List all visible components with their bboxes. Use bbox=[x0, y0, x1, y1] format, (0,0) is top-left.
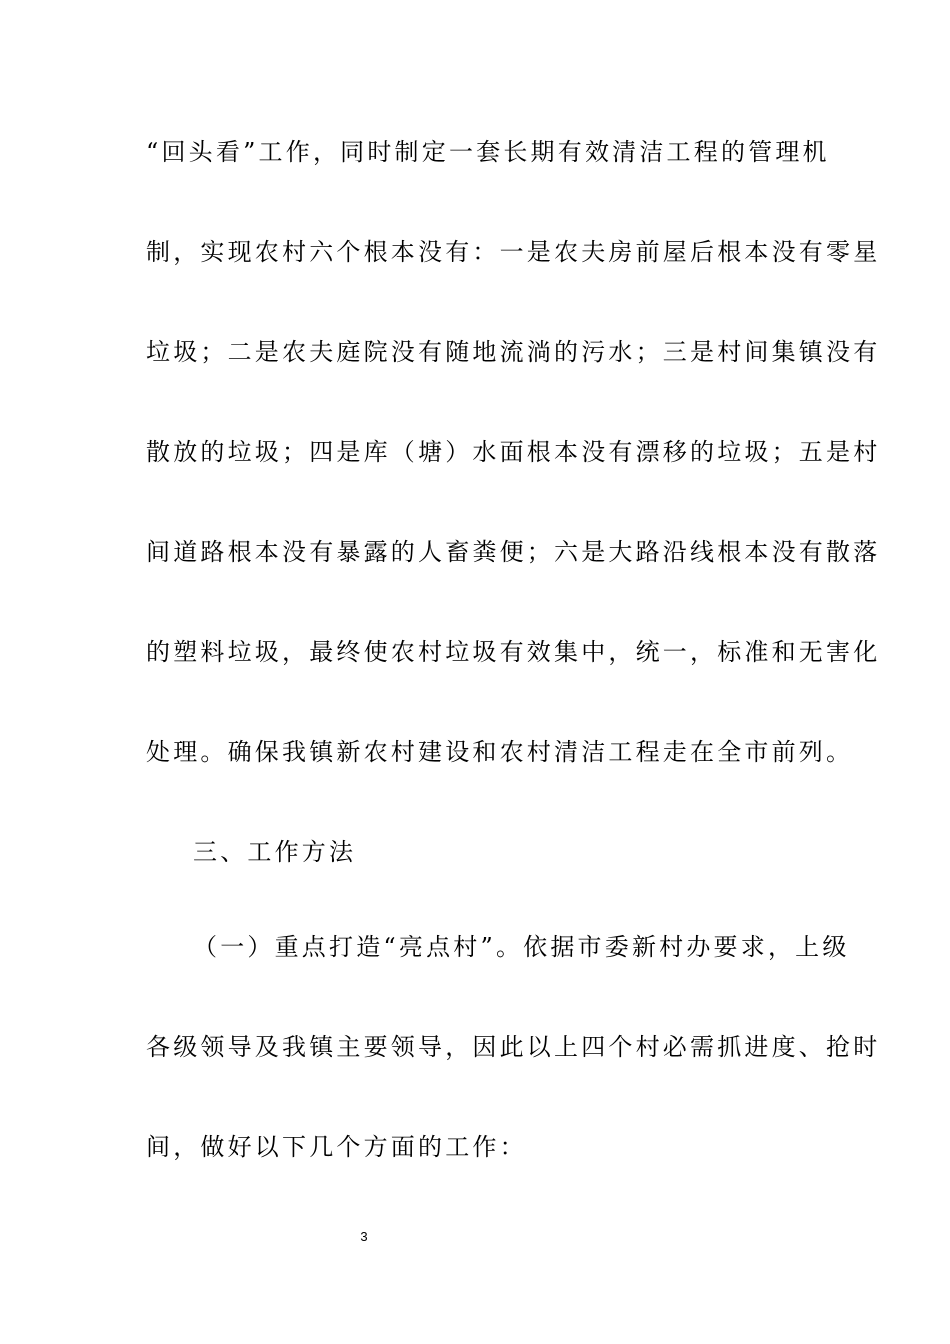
text-line: 的塑料垃圾，最终使农村垃圾有效集中，统一，标准和无害化 bbox=[146, 638, 881, 666]
page-number: 3 bbox=[360, 1229, 368, 1244]
paragraph-line: 间，做好以下几个方面的工作： bbox=[146, 1133, 527, 1161]
section-heading: 三、工作方法 bbox=[193, 838, 357, 866]
paragraph-line: 各级领导及我镇主要领导，因此以上四个村必需抓进度、抢时 bbox=[146, 1033, 881, 1061]
text-line: 制，实现农村六个根本没有：一是农夫房前屋后根本没有零星 bbox=[146, 238, 881, 266]
text-line: 散放的垃圾；四是库（塘）水面根本没有漂移的垃圾；五是村 bbox=[146, 438, 881, 466]
text-line: 垃圾；二是农夫庭院没有随地流淌的污水；三是村间集镇没有 bbox=[146, 338, 881, 366]
text-line: 间道路根本没有暴露的人畜粪便；六是大路沿线根本没有散落 bbox=[146, 538, 881, 566]
text-line: “回头看”工作，同时制定一套长期有效清洁工程的管理机 bbox=[146, 138, 830, 166]
text-line: 处理。确保我镇新农村建设和农村清洁工程走在全市前列。 bbox=[146, 738, 854, 766]
paragraph-line: （一）重点打造“亮点村”。依据市委新村办要求，上级 bbox=[193, 933, 850, 961]
